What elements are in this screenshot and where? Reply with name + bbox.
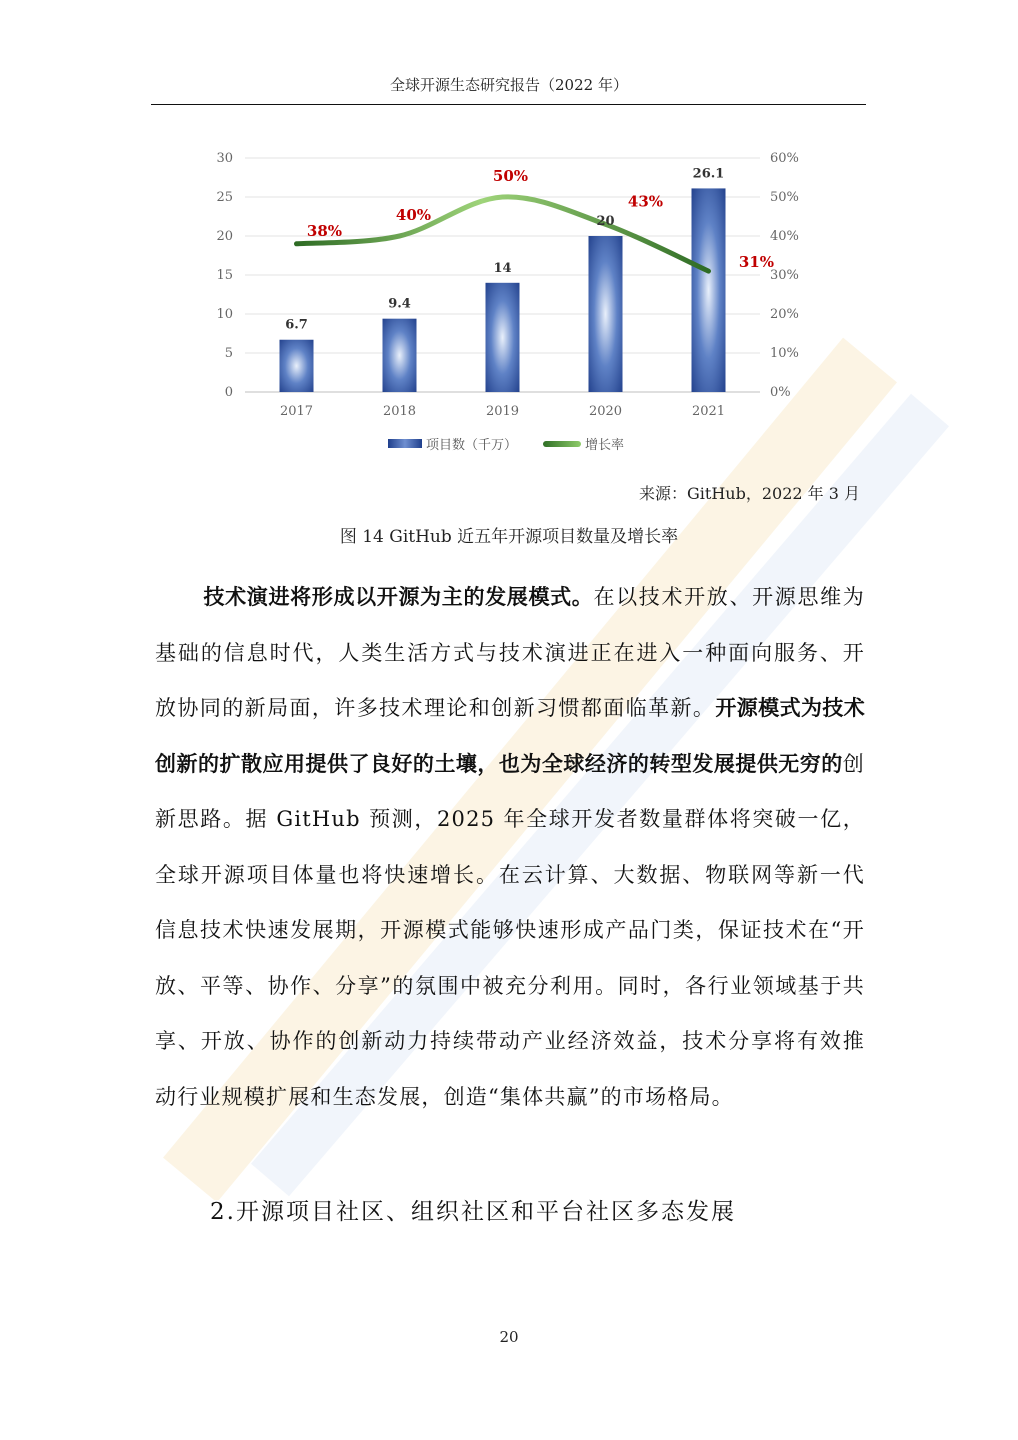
- legend-line-swatch: [543, 441, 581, 447]
- paragraph-bold-lead: 技术演进将形成以开源为主的发展模式。: [203, 585, 594, 609]
- right-axis-tick-label: 50%: [770, 190, 799, 205]
- growth-rate-label: 40%: [395, 206, 432, 224]
- chart-source: 来源：GitHub，2022 年 3 月: [639, 484, 860, 503]
- x-axis-tick-label: 2019: [485, 404, 520, 419]
- bar: [383, 319, 417, 392]
- header-rule: [151, 104, 866, 105]
- chart: [190, 140, 830, 460]
- paragraph-text-1: 在以技术开放、开源思维为基础的信息时代，人类生活方式与技术演进正在进入一种面向服务、开放协同的新局面，许多技术理论和创新习惯都面临革新。: [155, 585, 865, 720]
- page-number: 20: [499, 1328, 519, 1346]
- bar-value-label: 14: [493, 260, 512, 276]
- growth-rate-label: 38%: [306, 221, 343, 240]
- left-axis-tick-label: 10: [216, 307, 233, 322]
- paragraph-bold-claim: 开源模式为技术创新的扩散应用提供了良好的土壤，也为全球经济的转型发展提供无穷的: [155, 696, 866, 776]
- bar: [692, 188, 726, 392]
- right-axis-tick-label: 40%: [770, 229, 799, 244]
- legend-line-label: 增长率: [585, 438, 625, 453]
- legend-item-line: [543, 434, 624, 453]
- left-axis-tick-label: 0: [224, 385, 233, 400]
- body-paragraph: [155, 570, 865, 1125]
- bar-value-label: 20: [596, 214, 615, 229]
- right-axis-tick-label: 10%: [770, 346, 799, 361]
- bar-value-label: 9.4: [388, 296, 411, 312]
- bar-value-label: 26.1: [692, 166, 725, 182]
- left-axis-tick-label: 25: [216, 190, 233, 205]
- bar: [280, 340, 314, 392]
- x-axis-tick-label: 2020: [588, 404, 623, 419]
- left-axis-tick-label: 20: [216, 229, 233, 244]
- growth-rate-label: 31%: [738, 253, 775, 272]
- right-axis-tick-label: 0%: [770, 385, 791, 400]
- legend-item-bar: [388, 434, 517, 453]
- legend-bar-label: 项目数（千万）: [426, 438, 518, 453]
- figure-caption: 图 14 GitHub 近五年开源项目数量及增长率: [339, 527, 679, 547]
- right-axis-tick-label: 20%: [770, 307, 799, 322]
- right-axis-tick-label: 60%: [770, 151, 799, 166]
- left-axis-tick-label: 30: [216, 151, 233, 166]
- growth-rate-label: 50%: [492, 167, 529, 185]
- bar-value-label: 6.7: [285, 317, 308, 333]
- x-axis-tick-label: 2021: [691, 404, 726, 419]
- legend-bar-swatch: [388, 439, 422, 448]
- x-axis-tick-label: 2018: [382, 404, 417, 419]
- chart-legend: [388, 434, 650, 453]
- bar: [589, 236, 623, 392]
- left-axis-tick-label: 15: [216, 268, 233, 283]
- bar: [486, 283, 520, 392]
- page-header-title: 全球开源生态研究报告（2022 年）: [390, 76, 628, 94]
- x-axis-tick-label: 2017: [279, 404, 314, 419]
- right-axis-tick-label: 30%: [770, 268, 799, 283]
- growth-rate-label: 43%: [627, 192, 664, 211]
- paragraph-text-2: 创新思路。据 GitHub 预测，2025 年全球开发者数量群体将突破一亿，全球开源项目体量也将快速增长。在云计算、大数据、物联网等新一代信息技术快速发展期，开源模式能够快速形成产品门类，保证技术在“开放、平等、协作、分享”的氛围中被充分利用。同时，各行业领域基于共享、开放、协作的创新动力持续带动产业经济效益，技术分享将有效推动行业规模扩展和生态发展，创造“集体共赢”的市场格局。: [155, 751, 865, 1109]
- section-heading: 2.开源项目社区、组织社区和平台社区多态发展: [210, 1199, 736, 1225]
- left-axis-tick-label: 5: [224, 346, 233, 361]
